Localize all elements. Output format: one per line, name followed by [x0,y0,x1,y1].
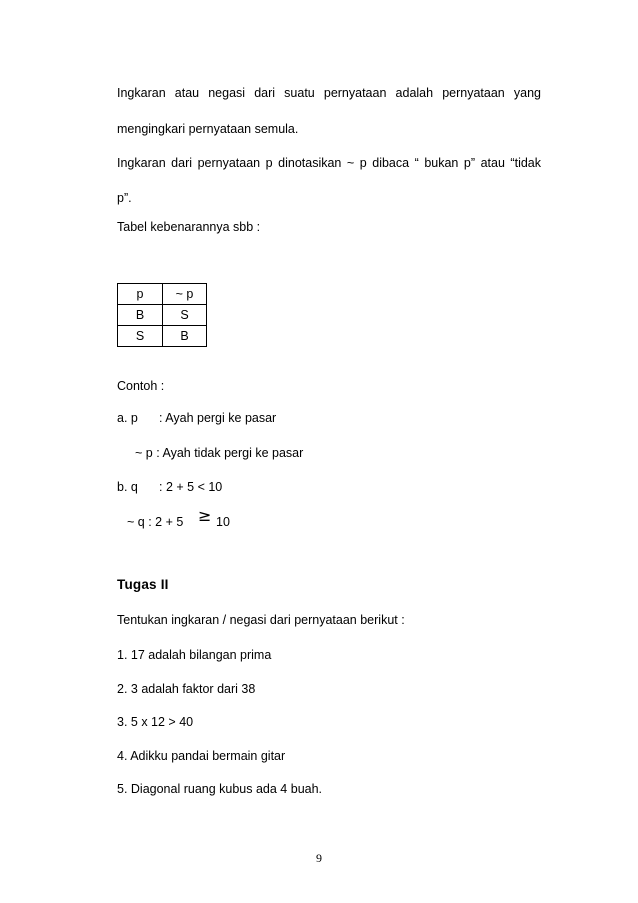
task-instruction: Tentukan ingkaran / negasi dari pernyataan berikut : [117,613,405,627]
task-item-3: 3. 5 x 12 > 40 [117,715,194,729]
notation-line-2: p”. [117,191,132,205]
notation-line-1: Ingkaran dari pernyataan p dinotasikan ~ p dibaca “ bukan p” atau “tidak [117,156,541,170]
table-header-not-p: ~ p [163,284,207,305]
example-b-negation-suffix: 10 [216,515,230,529]
table-cell: S [118,326,163,347]
example-b-label: b. q [117,480,138,494]
task-item-5: 5. Diagonal ruang kubus ada 4 buah. [117,782,323,796]
table-cell: B [163,326,207,347]
example-a-negation: ~ p : Ayah tidak pergi ke pasar [135,446,304,460]
table-row [118,305,207,326]
table-header-row [118,284,207,305]
task-title: Tugas II [117,577,169,592]
greater-equal-symbol: ≥ [198,506,212,525]
table-intro: Tabel kebenarannya sbb : [117,220,261,234]
example-b-statement: : 2 + 5 < 10 [159,480,223,494]
definition-line-1: Ingkaran atau negasi dari suatu pernyataan adalah pernyataan yang [117,86,541,100]
task-item-4: 4. Adikku pandai bermain gitar [117,749,286,763]
table-row [118,326,207,347]
truth-table [117,283,207,347]
definition-line-2: mengingkari pernyataan semula. [117,122,299,136]
table-header-p: p [118,284,163,305]
example-a-label: a. p [117,411,138,425]
example-b-negation-prefix: ~ q : 2 + 5 [127,515,184,529]
example-heading: Contoh : [117,379,165,393]
task-item-1: 1. 17 adalah bilangan prima [117,648,272,662]
task-item-2: 2. 3 adalah faktor dari 38 [117,682,256,696]
table-cell: S [163,305,207,326]
example-a-statement: : Ayah pergi ke pasar [159,411,277,425]
table-cell: B [118,305,163,326]
page-number: 9 [316,851,322,865]
